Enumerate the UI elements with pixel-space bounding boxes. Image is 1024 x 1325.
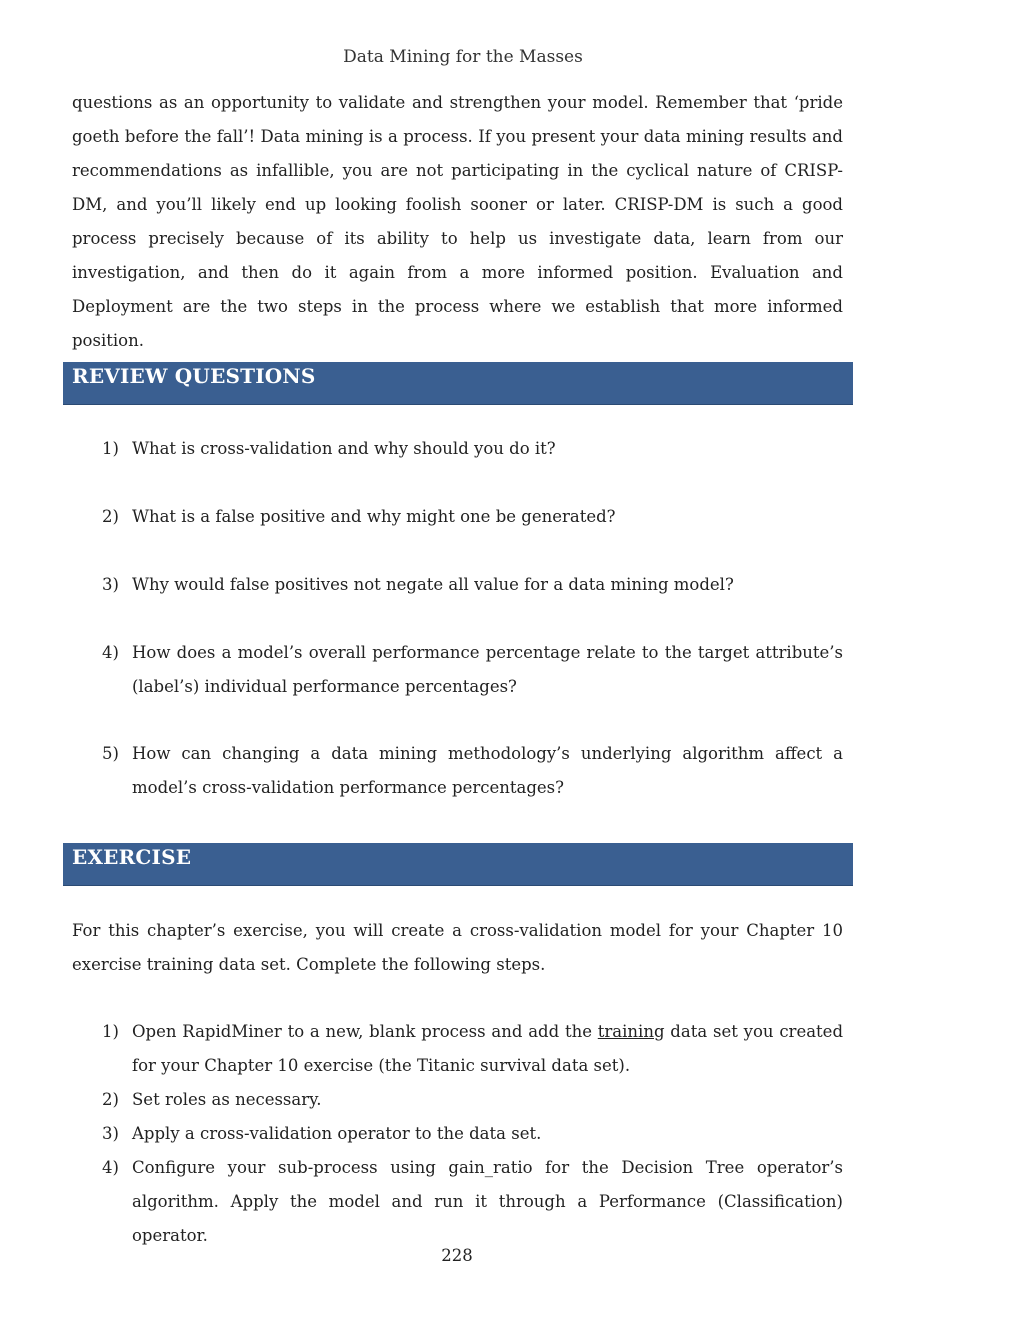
review-question-2: [102, 500, 843, 534]
question-number: 2): [102, 507, 119, 526]
exercise-step-2: [102, 1083, 843, 1117]
step-text-part: data set you created for your Chapter 10 exercise (the Titanic survival data set).: [132, 1022, 844, 1075]
exercise-heading-bar: [63, 843, 853, 885]
question-number: 4): [102, 643, 119, 662]
step-text: [132, 1015, 843, 1083]
step-text: Configure your sub-process using gain_ratio for the Decision Tree operator’s algorithm. Apply the model and run it through a Performance (Classification) operator.: [132, 1158, 843, 1245]
review-question-4: [102, 636, 843, 704]
question-text: What is cross-validation and why should you do it?: [132, 439, 556, 458]
review-questions-heading: REVIEW QUESTIONS: [72, 364, 316, 388]
question-text: How can changing a data mining methodology’s underlying algorithm affect a model’s cross-validation performance percentages?: [132, 744, 843, 797]
review-question-1: [102, 432, 843, 466]
step-number: 3): [102, 1124, 119, 1143]
page-number: 228: [441, 1246, 473, 1265]
question-text: How does a model’s overall performance percentage relate to the target attribute’s (label’s) individual performance percentages?: [132, 643, 843, 696]
step-text-part: Open RapidMiner to a new, blank process and add the: [132, 1022, 598, 1041]
question-number: 5): [102, 744, 119, 763]
exercise-step-4: [102, 1151, 843, 1253]
step-number: 1): [102, 1022, 119, 1041]
exercise-heading: EXERCISE: [72, 845, 192, 869]
running-header: Data Mining for the Masses: [343, 47, 583, 67]
step-number: 4): [102, 1158, 119, 1177]
exercise-step-3: [102, 1117, 843, 1151]
question-text: What is a false positive and why might one be generated?: [132, 507, 616, 526]
review-question-5: [102, 737, 843, 805]
intro-paragraph: questions as an opportunity to validate and strengthen your model. Remember that ‘pride goeth before the fall’! Data mining is a process. If you present your data mining results and recommendations as infallible, you are not participating in the cyclical nature of CRISP-DM, and you’ll likely end up looking foolish sooner or later. CRISP-DM is such a good process precisely because of its ability to help us investigate data, learn from our investigation, and then do it again from a more informed position. Evaluation and Deployment are the two steps in the process where we establish that more informed position.: [72, 93, 843, 350]
underlined-word-training: training: [597, 1022, 665, 1041]
step-text: Apply a cross-validation operator to the data set.: [132, 1124, 542, 1143]
review-question-3: [102, 568, 843, 602]
question-number: 1): [102, 439, 119, 458]
exercise-intro: For this chapter’s exercise, you will create a cross-validation model for your Chapter 10 exercise training data set. Complete the following steps.: [72, 921, 843, 974]
question-text: Why would false positives not negate all value for a data mining model?: [132, 575, 734, 594]
step-text: Set roles as necessary.: [132, 1090, 322, 1109]
review-questions-heading-bar: [63, 362, 853, 404]
step-number: 2): [102, 1090, 119, 1109]
exercise-step-1: [102, 1015, 843, 1083]
question-number: 3): [102, 575, 119, 594]
